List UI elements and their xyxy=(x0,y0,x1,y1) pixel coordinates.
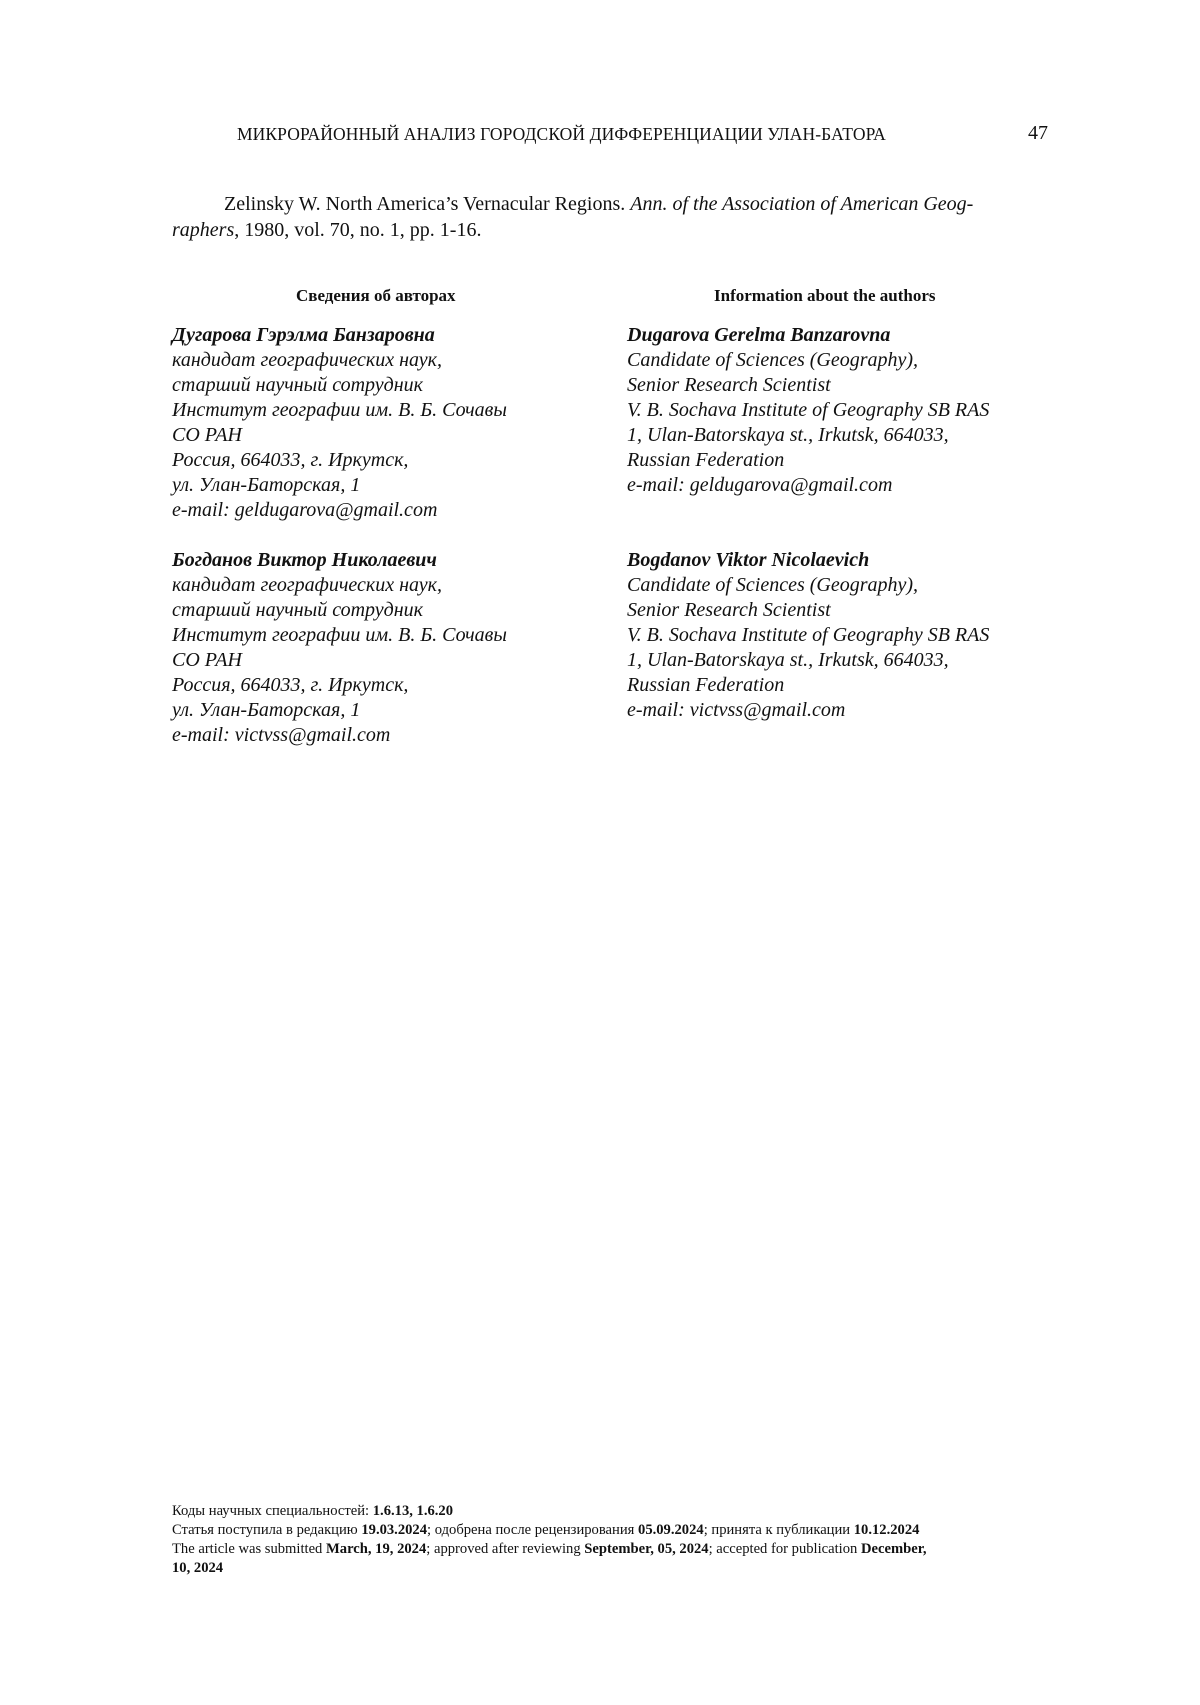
codes-value: 1.6.13, 1.6.20 xyxy=(372,1503,454,1519)
author-email[interactable]: e-mail: geldugarova@gmail.com xyxy=(172,499,438,521)
ru-submitted-date: 19.03.2024 xyxy=(361,1522,428,1538)
author-address-street: ул. Улан-Баторская, 1 xyxy=(172,699,361,721)
author-degree: Candidate of Sciences (Geography), xyxy=(627,574,919,596)
author-name: Дугарова Гэрэлма Банзаровна xyxy=(172,324,435,346)
author-degree: кандидат географических наук, xyxy=(172,349,443,371)
author-position: Senior Research Scientist xyxy=(627,599,831,621)
article-dates-footer xyxy=(172,1502,1052,1578)
author-name: Bogdanov Viktor Nicolaevich xyxy=(627,549,870,571)
author-institute-branch: СО РАН xyxy=(172,649,242,671)
dates-line-en xyxy=(172,1540,1052,1559)
author-address-city: Россия, 664033, г. Иркутск, xyxy=(172,674,409,696)
author-address-street: 1, Ulan-Batorskaya st., Irkutsk, 664033, xyxy=(627,649,949,671)
author-institute: V. B. Sochava Institute of Geography SB RAS xyxy=(627,624,990,646)
en-approved-date: September, 05, 2024 xyxy=(584,1541,709,1557)
reference-tail: , 1980, vol. 70, no. 1, pp. 1-16. xyxy=(234,219,482,241)
author-institute: Институт географии им. В. Б. Сочавы xyxy=(172,624,507,646)
author-card-ru-1 xyxy=(172,323,507,523)
ru-accepted-label: ; принята к публикации xyxy=(703,1522,854,1538)
author-institute-branch: СО РАН xyxy=(172,424,242,446)
author-position: старший научный сотрудник xyxy=(172,374,423,396)
author-address-country: Russian Federation xyxy=(627,449,785,471)
reference-journal-part2: raphers xyxy=(172,219,235,241)
specialty-codes-line xyxy=(172,1502,1052,1521)
authors-heading-en: Information about the authors xyxy=(714,286,936,305)
author-name: Богданов Виктор Николаевич xyxy=(172,549,437,571)
author-address-city: Россия, 664033, г. Иркутск, xyxy=(172,449,409,471)
author-email[interactable]: e-mail: victvss@gmail.com xyxy=(627,699,846,721)
author-email[interactable]: e-mail: geldugarova@gmail.com xyxy=(627,474,893,496)
author-address-street: ул. Улан-Баторская, 1 xyxy=(172,474,361,496)
dates-line-en-continued xyxy=(172,1559,1052,1578)
ru-submitted-label: Статья поступила в редакцию xyxy=(172,1522,362,1538)
en-submitted-label: The article was submitted xyxy=(172,1541,326,1557)
reference-lead: Zelinsky W. North America’s Vernacular Regions. xyxy=(224,193,631,215)
en-accepted-date-part1: December, xyxy=(860,1541,927,1557)
author-card-en-2 xyxy=(627,548,989,723)
authors-heading-ru: Сведения об авторах xyxy=(296,286,456,305)
author-card-ru-2 xyxy=(172,548,507,748)
reference-journal-part1: Ann. of the Association of American Geog- xyxy=(630,193,974,215)
author-degree: Candidate of Sciences (Geography), xyxy=(627,349,919,371)
dates-line-ru xyxy=(172,1521,1052,1540)
author-card-en-1 xyxy=(627,323,989,498)
author-institute: V. B. Sochava Institute of Geography SB RAS xyxy=(627,399,990,421)
author-email[interactable]: e-mail: victvss@gmail.com xyxy=(172,724,391,746)
ru-approved-label: ; одобрена после рецензирования xyxy=(427,1522,639,1538)
codes-label: Коды научных специальностей: xyxy=(172,1503,373,1519)
en-submitted-date: March, 19, 2024 xyxy=(326,1541,427,1557)
en-approved-label: ; approved after reviewing xyxy=(426,1541,585,1557)
ru-accepted-date: 10.12.2024 xyxy=(853,1522,920,1538)
author-institute: Институт географии им. В. Б. Сочавы xyxy=(172,399,507,421)
author-name: Dugarova Gerelma Banzarovna xyxy=(627,324,891,346)
reference-entry xyxy=(172,191,1048,243)
ru-approved-date: 05.09.2024 xyxy=(638,1522,704,1538)
author-address-street: 1, Ulan-Batorskaya st., Irkutsk, 664033, xyxy=(627,424,949,446)
page-number: 47 xyxy=(1028,122,1048,144)
running-title: МИКРОРАЙОННЫЙ АНАЛИЗ ГОРОДСКОЙ ДИФФЕРЕНЦИАЦИИ УЛАН-БАТОРА xyxy=(237,124,886,144)
author-degree: кандидат географических наук, xyxy=(172,574,443,596)
en-accepted-date-part2: 10, 2024 xyxy=(172,1560,224,1576)
author-position: старший научный сотрудник xyxy=(172,599,423,621)
author-position: Senior Research Scientist xyxy=(627,374,831,396)
author-address-country: Russian Federation xyxy=(627,674,785,696)
en-accepted-label: ; accepted for publication xyxy=(708,1541,861,1557)
